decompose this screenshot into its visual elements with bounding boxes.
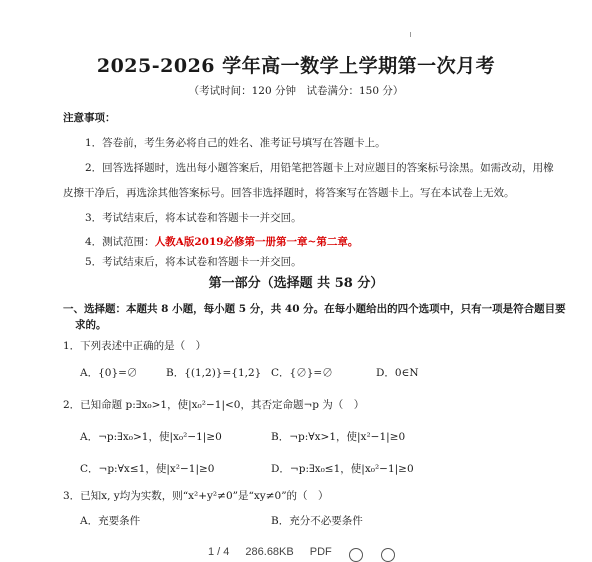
exam-subtitle: （考试时间：120 分钟 试卷满分：150 分） [188, 85, 404, 97]
notice-2a: 2．回答选择题时，选出每小题答案后，用铅笔把答题卡上对应题目的答案标号涂黑。如需改动，用橡 [85, 162, 554, 174]
q2-option-c: C．¬p:∀x≤1，使|x²−1|≥0 [80, 463, 215, 475]
file-type: PDF [309, 546, 332, 558]
q1-option-d: D．0∈N [376, 367, 419, 379]
notice-4-prefix: 4．测试范围： [85, 236, 155, 248]
q2-option-d: D．¬p:∃x₀≤1，使|x₀²−1|≥0 [271, 463, 414, 475]
notice-2b: 皮擦干净后，再选涂其他答案标号。回答非选择题时，将答案写在答题卡上。写在本试卷上无效。 [63, 187, 515, 199]
notice-4 [85, 236, 358, 249]
q3-option-b: B．充分不必要条件 [271, 515, 363, 527]
exam-title: 2025-2026 学年高一数学上学期第一次月考 [96, 55, 496, 77]
q3-option-a: A．充要条件 [80, 515, 141, 527]
file-size: 286.68KB [245, 546, 294, 558]
section1-line2: 求的。 [75, 319, 107, 331]
zoom-in-icon[interactable] [349, 548, 363, 562]
q3-stem: 3．已知x, y均为实数，则“x²+y²≠0”是“xy≠0”的（ ） [63, 490, 329, 502]
viewer-toolbar [200, 546, 404, 558]
section1-line1: 一、选择题：本题共 8 小题，每小题 5 分，共 40 分。在每小题给出的四个选项中，只有一项是符合题目要 [63, 303, 566, 315]
q1-option-b: B．{(1,2)}={1,2} [166, 367, 262, 379]
q1-option-a: A．{0}=∅ [80, 367, 138, 379]
q1-stem: 1．下列表述中正确的是（ ） [63, 340, 207, 352]
q2-stem: 2．已知命题 p:∃x₀>1，使|x₀²−1|<0，其否定命题¬p 为（ ） [63, 399, 365, 411]
notice-heading: 注意事项： [63, 112, 116, 124]
q1-option-c: C．{∅}=∅ [271, 367, 333, 379]
part-title: 第一部分（选择题 共 58 分） [208, 276, 384, 291]
notice-3: 3．考试结束后，将本试卷和答题卡一并交回。 [85, 212, 302, 224]
q2-option-a: A．¬p:∃x₀>1，使|x₀²−1|≥0 [80, 431, 222, 443]
notice-5: 5．考试结束后，将本试卷和答题卡一并交回。 [85, 256, 302, 268]
zoom-out-icon[interactable] [381, 548, 395, 562]
page-mark [410, 32, 411, 37]
page-indicator: 1 / 4 [208, 546, 230, 558]
q2-option-b: B．¬p:∀x>1，使|x²−1|≥0 [271, 431, 406, 443]
test-scope: 人教A版2019必修第一册第一章~第二章。 [154, 236, 359, 248]
notice-1: 1．答卷前，考生务必将自己的姓名、准考证号填写在答题卡上。 [85, 137, 386, 149]
